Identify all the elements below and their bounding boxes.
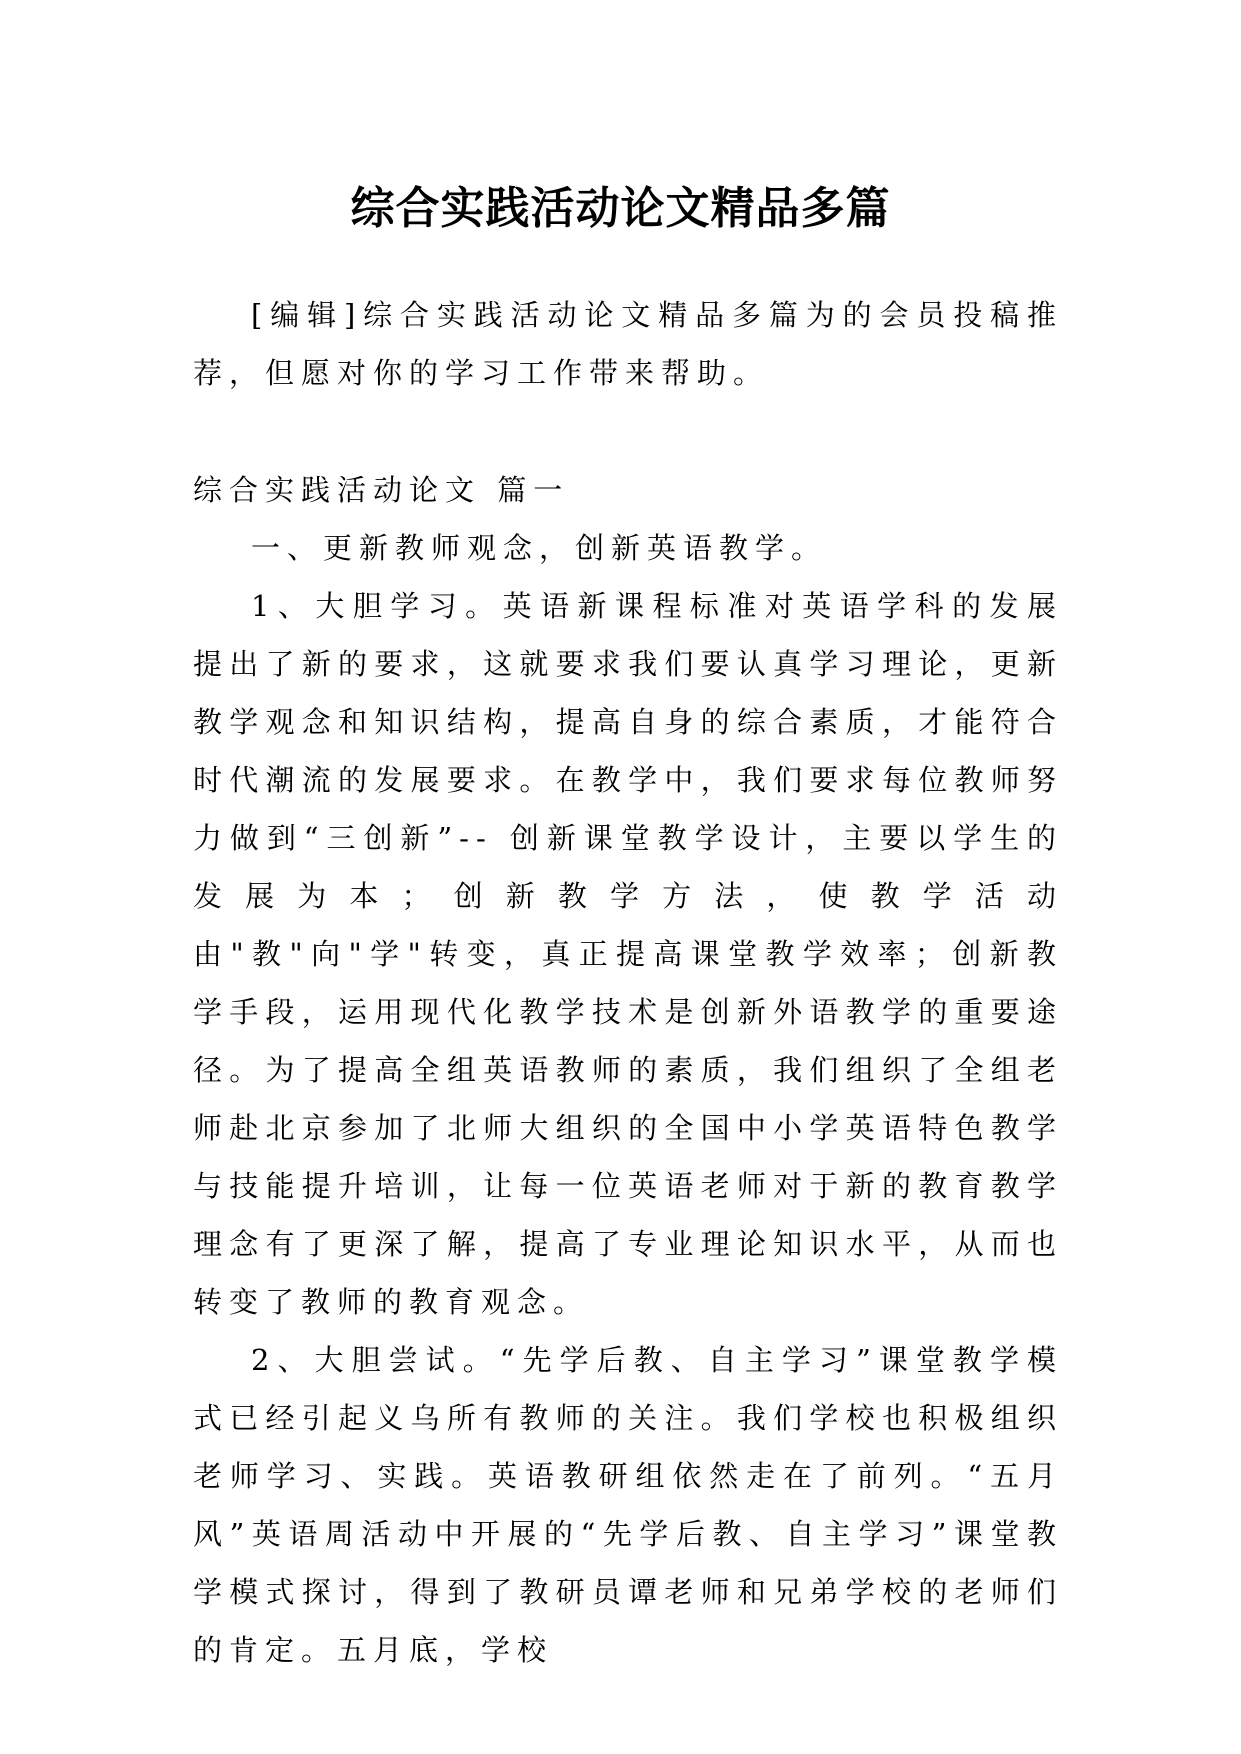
document-title: 综合实践活动论文精品多篇 — [350, 183, 891, 235]
paragraph-2: 1、大胆学习。英语新课程标准对英语学科的发展提出了新的要求，这就要求我们要认真学习理论，更新教学观念和知识结构，提高自身的综合素质，才能符合时代潮流的发展要求。在教学中，我们要求每位教师努力做到“三创新”-- 创新课堂教学设计，主要以学生的发展为本；创新教学方法，使教学活动由"教"向"学"转变，真正提高课堂教学效率；创新教学手段，运用现代化教学技术是创新外语教学的重要途径。为了提高全组英语教师的素质，我们组织了全组老师赴北京参加了北师大组织的全国中小学英语特色教学与技能提升培训，让每一位英语老师对于新的教育教学理念有了更深了解，提高了专业理论知识水平，从而也转变了教师的教育观念。 — [193, 589, 1063, 1319]
paragraph-3: 2、大胆尝试。“先学后教、自主学习”课堂教学模式已经引起义乌所有教师的关注。我们学校也积极组织老师学习、实践。英语教研组依然走在了前列。“五月风”英语周活动中开展的“先学后教、自主学习”课堂教学模式探讨，得到了教研员谭老师和兄弟学校的老师们的肯定。五月底，学校 — [193, 1343, 1063, 1667]
intro-block — [193, 286, 1063, 402]
article-body — [193, 461, 1063, 1679]
paragraph-1: 一、更新教师观念，创新英语教学。 — [251, 531, 828, 565]
intro-paragraph: [编辑]综合实践活动论文精品多篇为的会员投稿推荐，但愿对你的学习工作带来帮助。 — [193, 298, 1063, 390]
section-heading: 综合实践活动论文 篇一 — [193, 473, 570, 507]
